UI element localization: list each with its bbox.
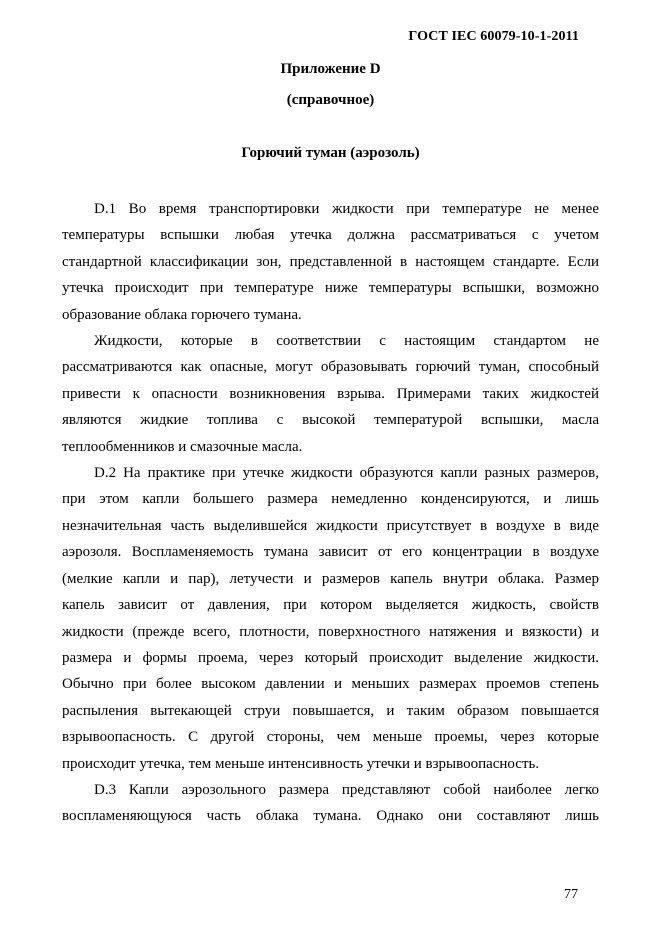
- paragraph-line: при этом капли большего размера немедленно конденсируются, и лишь: [62, 491, 599, 508]
- appendix-title: Приложение D: [280, 61, 381, 77]
- paragraph-line: стандартной классификации зон, представленной в настоящем стандарте. Если: [62, 253, 599, 270]
- paragraph-line: размера и формы проема, через который происходит выделение жидкости.: [62, 649, 599, 666]
- paragraph-line: Жидкости, которые в соответствии с настоящим стандартом не: [94, 333, 599, 350]
- paragraph-line: капель зависит от давления, при котором выделяется жидкость, свойств: [62, 597, 599, 614]
- paragraph-line: распыления вытекающей струи повышается, и таким образом повышается: [62, 702, 599, 719]
- paragraph-line: D.2 На практике при утечке жидкости образуются капли разных размеров,: [94, 465, 599, 482]
- paragraph: [62, 196, 599, 328]
- paragraph-line: D.3 Капли аэрозольного размера представляют собой наиболее легко: [94, 781, 599, 798]
- body-text: [62, 196, 599, 830]
- paragraph: [62, 777, 599, 830]
- paragraph-line: температуры вспышки любая утечка должна рассматриваться с учетом: [62, 227, 599, 244]
- paragraph-line: незначительная часть выделившейся жидкости присутствует в воздухе в виде: [62, 517, 599, 534]
- paragraph: [62, 328, 599, 460]
- standard-code-header: ГОСТ IEC 60079-10-1-2011: [408, 29, 579, 44]
- paragraph-line: рассматриваются как опасные, могут образовывать горючий туман, способный: [62, 359, 599, 376]
- paragraph-line: являются жидкие топлива с высокой температурой вспышки, масла: [62, 412, 599, 429]
- paragraph-line: воспламеняющуюся часть облака тумана. Однако они составляют лишь: [62, 808, 599, 825]
- paragraph-line: D.1 Во время транспортировки жидкости при температуре не менее: [94, 201, 599, 217]
- appendix-subtitle: (справочное): [286, 92, 375, 108]
- paragraph-line: Обычно при более высоком давлении и меньших размерах проемов степень: [62, 676, 599, 693]
- paragraph-line: привести к опасности возникновения взрыва. Примерами таких жидкостей: [62, 385, 599, 402]
- paragraph-line: (мелкие капли и пар), летучести и размеров капель внутри облака. Размер: [62, 570, 599, 587]
- paragraph-line: происходит утечка, тем меньше интенсивность утечки и взрывоопасность.: [62, 755, 540, 772]
- paragraph-line: теплообменников и смазочные масла.: [62, 438, 303, 455]
- paragraph-line: образование облака горючего тумана.: [62, 306, 302, 323]
- paragraph-line: взрывоопасность. С другой стороны, чем меньше проемы, через которые: [62, 729, 599, 746]
- page-number: 77: [564, 887, 578, 902]
- section-title: Горючий туман (аэрозоль): [241, 145, 420, 161]
- paragraph-line: жидкости (прежде всего, плотности, поверхностного натяжения и вязкости) и: [62, 623, 599, 640]
- paragraph: [62, 460, 599, 777]
- paragraph-line: утечка происходит при температуре ниже температуры вспышки, возможно: [62, 280, 599, 297]
- paragraph-line: аэрозоля. Воспламеняемость тумана зависит от его концентрации в воздухе: [62, 544, 599, 561]
